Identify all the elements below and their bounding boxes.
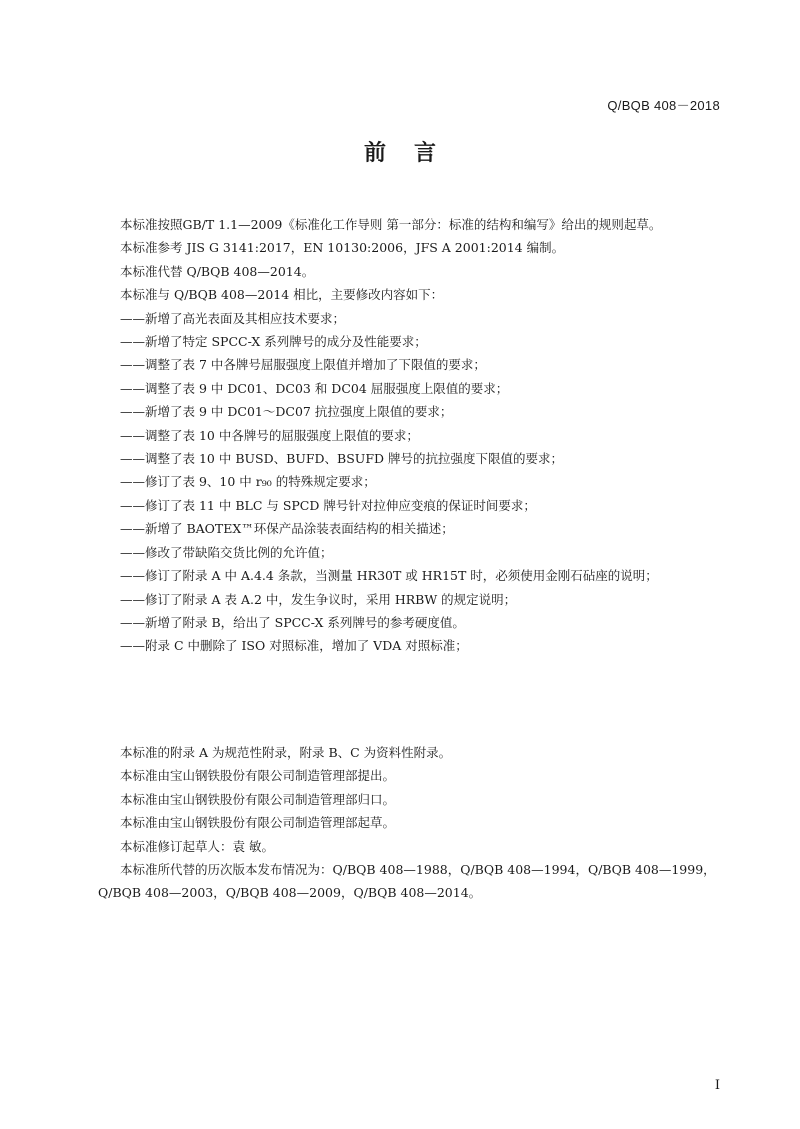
list-item: ——调整了表 10 中各牌号的屈服强度上限值的要求； [120, 427, 419, 443]
list-item: ——修订了附录 A 中 A.4.4 条款，当测量 HR30T 或 HR15T 时，必须使用金刚石砧座的说明； [120, 568, 658, 584]
text-line: 本标准由宝山钢铁股份有限公司制造管理部起草。 [120, 815, 396, 831]
list-item: ——修订了表 11 中 BLC 与 SPCD 牌号针对拉伸应变痕的保证时间要求； [120, 497, 536, 513]
list-item: ——修订了附录 A 表 A.2 中，发生争议时，采用 HRBW 的规定说明； [120, 591, 517, 607]
text-line: 本标准代替 Q/BQB 408—2014。 [120, 263, 315, 279]
list-item: ——调整了表 7 中各牌号屈服强度上限值并增加了下限值的要求； [120, 357, 486, 373]
foreword-section-2 [98, 741, 728, 905]
text-line: 本标准修订起草人：袁 敏。 [120, 838, 274, 854]
text-line: Q/BQB 408—2003，Q/BQB 408—2009，Q/BQB 408—2014。 [98, 885, 482, 901]
page-number: I [714, 1078, 720, 1093]
text-line: 本标准参考 JIS G 3141:2017，EN 10130:2006，JFS A 2001:2014 编制。 [120, 240, 565, 256]
list-item: ——调整了表 10 中 BUSD、BUFD、BSUFD 牌号的抗拉强度下限值的要求； [120, 451, 564, 467]
list-item: ——修订了表 9、10 中 r₉₀ 的特殊规定要求； [120, 474, 376, 490]
list-item: ——调整了表 9 中 DC01、DC03 和 DC04 屈服强度上限值的要求； [120, 380, 509, 396]
list-item: ——新增了附录 B，给出了 SPCC-X 系列牌号的参考硬度值。 [120, 614, 465, 630]
list-item: ——新增了高光表面及其相应技术要求； [120, 310, 346, 326]
list-item: ——新增了 BAOTEX™环保产品涂装表面结构的相关描述； [120, 521, 454, 537]
text-line: 本标准按照GB/T 1.1—2009《标准化工作导则 第一部分：标准的结构和编写》给出的规则起草。 [120, 217, 662, 232]
list-item: ——新增了表 9 中 DC01～DC07 抗拉强度上限值的要求； [120, 404, 453, 420]
text-line: 本标准由宝山钢铁股份有限公司制造管理部提出。 [120, 768, 396, 784]
text-line: 本标准由宝山钢铁股份有限公司制造管理部归口。 [120, 791, 396, 807]
text-line: 本标准与 Q/BQB 408—2014 相比，主要修改内容如下： [120, 287, 444, 303]
list-item: ——新增了特定 SPCC-X 系列牌号的成分及性能要求； [120, 334, 427, 350]
list-item: ——修改了带缺陷交货比例的允许值； [120, 544, 333, 560]
foreword-section-1 [98, 213, 728, 658]
list-item: ——附录 C 中删除了 ISO 对照标准，增加了 VDA 对照标准； [120, 638, 468, 654]
doc-code: Q/BQB 408－2018 [607, 98, 720, 113]
page-title: 前言 [363, 140, 464, 166]
text-line: 本标准所代替的历次版本发布情况为：Q/BQB 408—1988，Q/BQB 408—1994，Q/BQB 408—1999， [120, 862, 716, 878]
text-line: 本标准的附录 A 为规范性附录，附录 B、C 为资料性附录。 [120, 745, 452, 760]
